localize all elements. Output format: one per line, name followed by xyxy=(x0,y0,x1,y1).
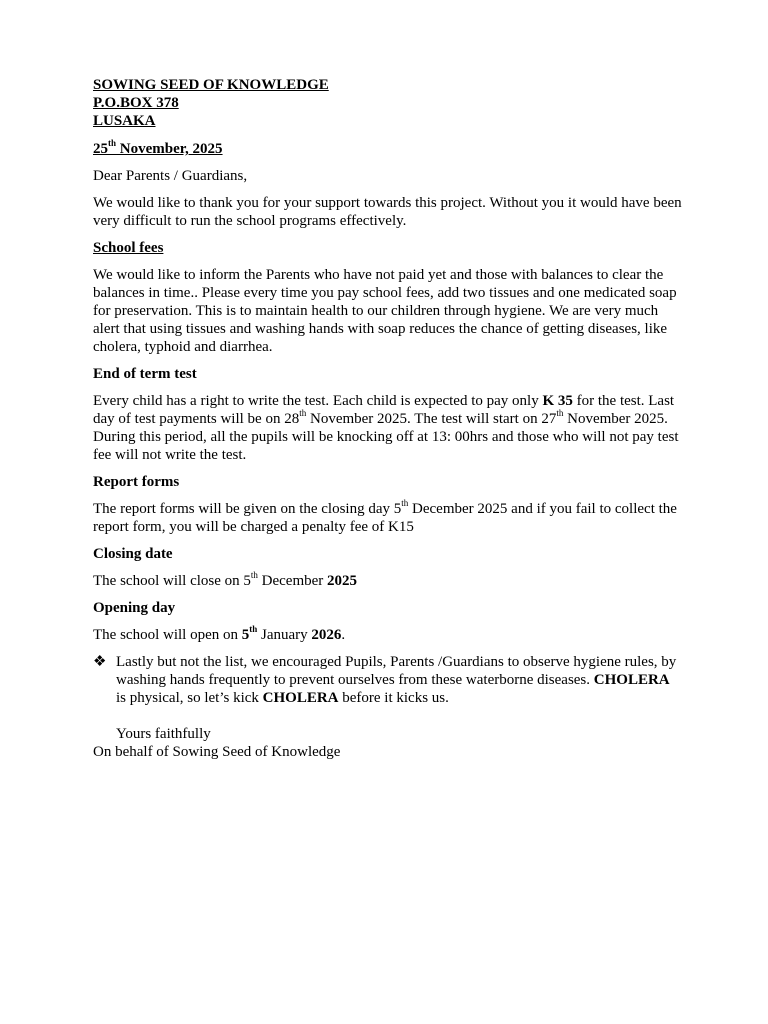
end-of-term-body xyxy=(93,392,683,464)
text-run: is physical, so let’s kick xyxy=(116,690,263,706)
text-run: December 2025 and if you fail to collect the report form, you will be charged a penalty fee of K15 xyxy=(93,501,677,535)
text-run: November 2025. During this period, all the pupils will be knocking off at 13: 00hrs and those who will not pay test fee will not write the test. xyxy=(93,411,679,463)
report-forms-heading: Report forms xyxy=(93,474,180,490)
school-fees-body: We would like to inform the Parents who have not paid yet and those with balances to clear the balances in time.. Please every time you pay school fees, add two tissues and one medicated soap for preservation. This is to maintain health to our children through hygiene. We are very much alert that using tissues and washing hands with soap reduces the chance of getting diseases, like cholera, typhoid and diarrhea. xyxy=(93,267,677,355)
text-run: The school will close on 5 xyxy=(93,573,251,589)
org-name: SOWING SEED OF KNOWLEDGE xyxy=(93,77,329,93)
text-run: 5 xyxy=(241,627,250,643)
intro-paragraph: We would like to thank you for your support towards this project. Without you it would have been very difficult to run the school programs effectively. xyxy=(93,195,682,229)
closing-phrase: Yours faithfully xyxy=(116,726,211,742)
date-rest: November, 2025 xyxy=(116,141,223,157)
text-run: November 2025. The test will start on 27 xyxy=(306,411,557,427)
closing-year: 2025 xyxy=(327,573,358,589)
letter-date xyxy=(93,140,683,158)
ordinal-suffix: th xyxy=(556,408,564,418)
text-run: December xyxy=(257,573,328,589)
text-run: The report forms will be given on the closing day 5 xyxy=(93,501,402,517)
ordinal-suffix: th xyxy=(401,498,409,508)
date-day-suffix: th xyxy=(108,138,117,148)
end-of-term-heading: End of term test xyxy=(93,366,197,382)
opening-day-number xyxy=(241,624,258,643)
city: LUSAKA xyxy=(93,113,156,129)
po-box: P.O.BOX 378 xyxy=(93,95,179,111)
test-fee-amount: K 35 xyxy=(542,393,573,409)
signoff: On behalf of Sowing Seed of Knowledge xyxy=(93,744,341,760)
text-run: before it kicks us. xyxy=(338,690,449,706)
opening-day-body xyxy=(93,626,683,644)
letter xyxy=(93,76,683,761)
diamond-bullet-icon: ❖ xyxy=(93,654,107,670)
ordinal-suffix: th xyxy=(250,570,258,580)
closing-date-heading: Closing date xyxy=(93,546,173,562)
closing-date-body xyxy=(93,572,683,590)
ordinal-suffix: th xyxy=(249,624,258,634)
text-run: Every child has a right to write the test. Each child is expected to pay only xyxy=(93,393,543,409)
cholera-emphasis: CHOLERA xyxy=(262,690,339,706)
text-run: The school will open on xyxy=(93,627,242,643)
text-run: for the test. Last day of test payments will be on 28 xyxy=(93,393,675,427)
ordinal-suffix: th xyxy=(299,408,307,418)
cholera-emphasis: CHOLERA xyxy=(593,672,670,688)
date-day: 25 xyxy=(93,141,108,157)
salutation: Dear Parents / Guardians, xyxy=(93,168,248,184)
report-forms-body xyxy=(93,500,683,536)
text-run: January xyxy=(257,627,312,643)
opening-year: 2026 xyxy=(311,627,342,643)
text-run: Lastly but not the list, we encouraged Pupils, Parents /Guardians to observe hygiene rules, by washing hands frequently to prevent ourselves from these waterborne diseases. xyxy=(116,654,677,688)
school-fees-heading: School fees xyxy=(93,240,164,256)
text-run: . xyxy=(341,627,346,643)
hygiene-note xyxy=(93,653,683,707)
opening-day-heading: Opening day xyxy=(93,600,176,616)
